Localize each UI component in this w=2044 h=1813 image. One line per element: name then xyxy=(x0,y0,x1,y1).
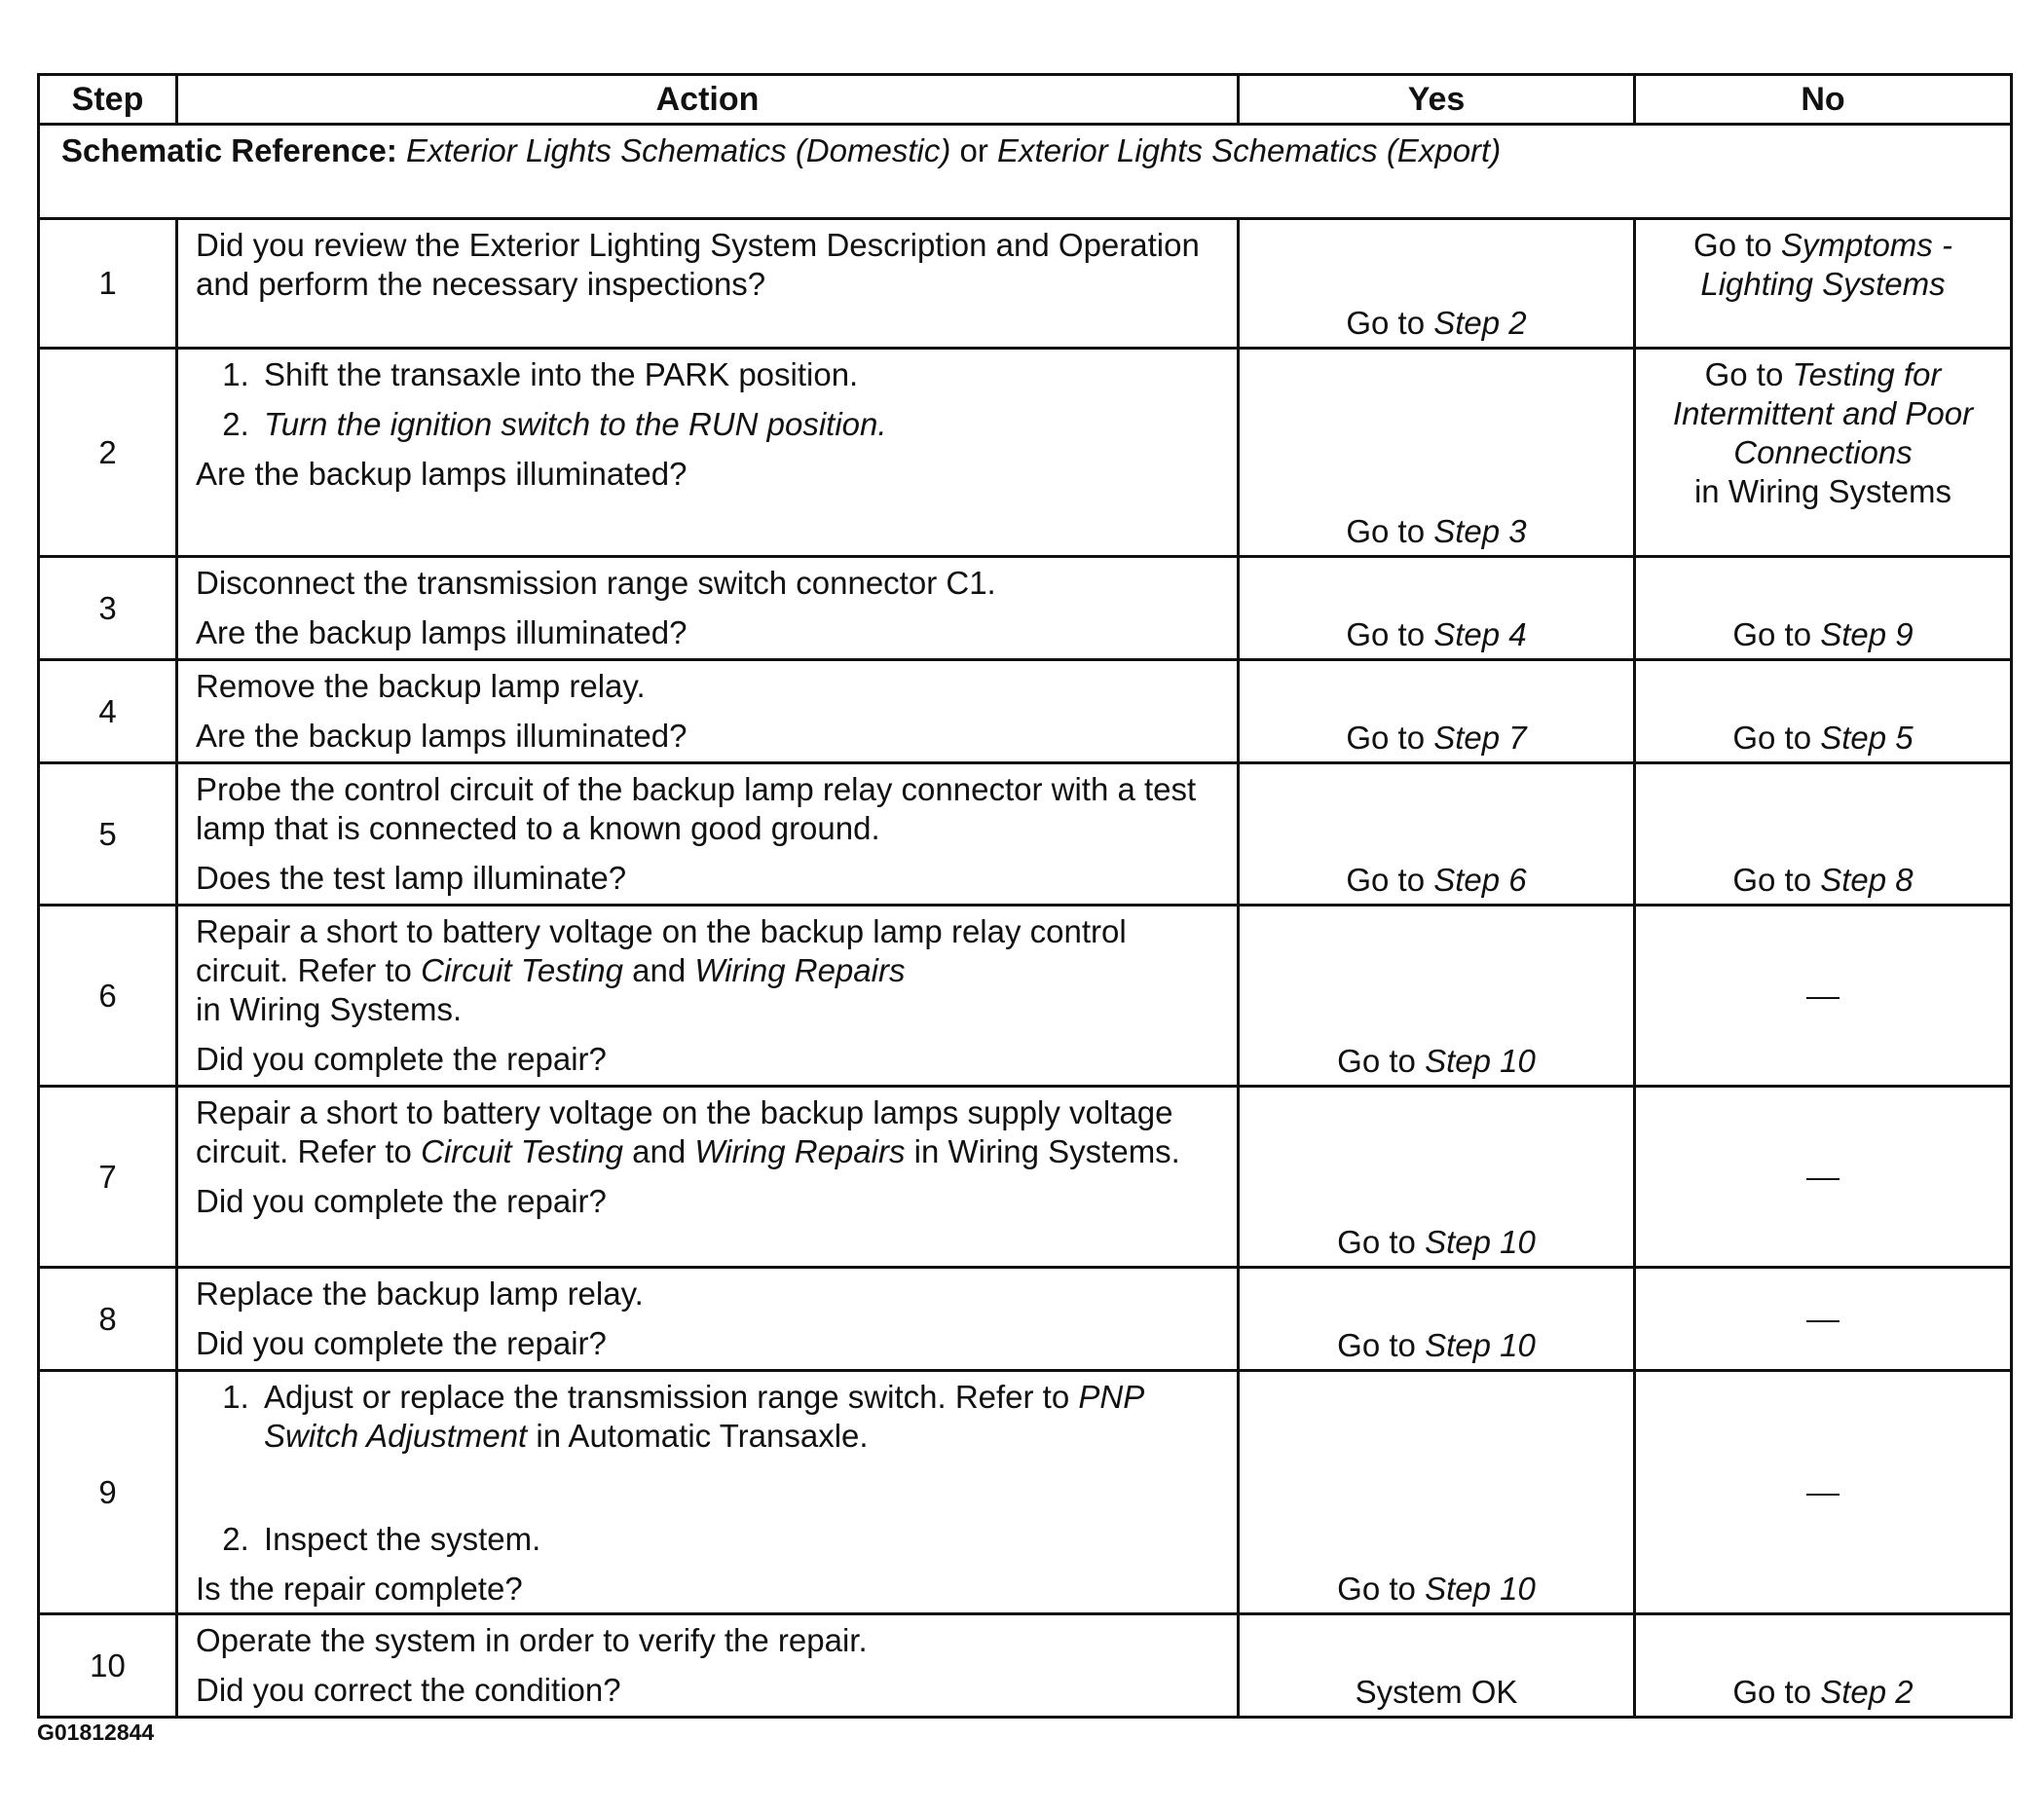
reference-or: or xyxy=(950,132,998,168)
no-cell xyxy=(1635,557,2012,660)
yes-step-link[interactable]: Step 6 xyxy=(1433,862,1527,898)
table-row-step-10 xyxy=(39,1614,2012,1718)
action-question: Are the backup lamps illuminated? xyxy=(196,456,688,492)
no-step-link[interactable]: Step 2 xyxy=(1820,1674,1914,1710)
action-text: Remove the backup lamp relay. xyxy=(196,668,646,704)
step-number: 1 xyxy=(39,219,177,349)
system-ok-label: System OK xyxy=(1355,1674,1518,1710)
no-step-link[interactable]: Step 5 xyxy=(1820,720,1914,756)
action-cell xyxy=(177,349,1239,557)
yes-cell xyxy=(1239,906,1635,1087)
no-cell xyxy=(1635,1268,2012,1371)
go-to-label: Go to xyxy=(1732,720,1821,756)
action-question: Did you complete the repair? xyxy=(196,1041,607,1077)
table-row-step-7 xyxy=(39,1087,2012,1268)
yes-step-link[interactable]: Step 10 xyxy=(1425,1043,1536,1079)
action-list-item: 1. Adjust or replace the transmission range switch. Refer to PNP Switch Adjustment in Automatic Transaxle. xyxy=(258,1378,1223,1456)
no-suffix: in Wiring Systems xyxy=(1693,473,1952,509)
go-to-label: Go to xyxy=(1732,1674,1821,1710)
no-step-link[interactable]: Step 9 xyxy=(1820,616,1914,652)
action-question: Are the backup lamps illuminated? xyxy=(196,614,688,650)
yes-cell xyxy=(1239,349,1635,557)
reference-domestic-link[interactable]: Exterior Lights Schematics (Domestic) xyxy=(406,132,951,168)
no-cell xyxy=(1635,349,2012,557)
schematic-reference-row xyxy=(39,125,2012,219)
yes-cell xyxy=(1239,1087,1635,1268)
header-row xyxy=(39,75,2012,125)
go-to-label: Go to xyxy=(1337,1571,1426,1607)
no-cell xyxy=(1635,660,2012,763)
action-list-item: 2. Inspect the system. xyxy=(258,1520,1223,1559)
yes-cell xyxy=(1239,1268,1635,1371)
yes-step-link[interactable]: Step 7 xyxy=(1433,720,1527,756)
action-cell xyxy=(177,1268,1239,1371)
action-list-item: 2. Turn the ignition switch to the RUN position. xyxy=(258,405,1223,444)
header-no: No xyxy=(1635,75,2012,125)
go-to-label: Go to xyxy=(1346,862,1434,898)
action-text: Probe the control circuit of the backup lamp relay connector with a test lamp that is connected to a known good ground. xyxy=(196,771,1197,846)
action-cell xyxy=(177,1614,1239,1718)
action-cell xyxy=(177,557,1239,660)
yes-step-link[interactable]: Step 2 xyxy=(1433,305,1527,341)
action-cell xyxy=(177,660,1239,763)
dash-mark xyxy=(1806,1178,1840,1180)
step-number: 7 xyxy=(39,1087,177,1268)
step-number: 10 xyxy=(39,1614,177,1718)
wiring-repairs-link[interactable]: Wiring Repairs xyxy=(694,952,906,988)
pnp-switch-adjustment-link[interactable]: PNP Switch Adjustment xyxy=(264,1379,1144,1454)
action-cell xyxy=(177,219,1239,349)
no-step-link[interactable]: Symptoms - Lighting Systems xyxy=(1700,227,1952,302)
yes-cell xyxy=(1239,763,1635,906)
go-to-label: Go to xyxy=(1732,616,1821,652)
go-to-label: Go to xyxy=(1337,1327,1426,1363)
yes-step-link[interactable]: Step 4 xyxy=(1433,616,1527,652)
yes-cell xyxy=(1239,1614,1635,1718)
go-to-label: Go to xyxy=(1732,862,1821,898)
wiring-repairs-link[interactable]: Wiring Repairs xyxy=(694,1133,906,1169)
action-cell xyxy=(177,1371,1239,1614)
yes-cell xyxy=(1239,219,1635,349)
step-number: 2 xyxy=(39,349,177,557)
list-spacer xyxy=(258,1466,1223,1509)
schematic-reference xyxy=(39,125,2012,219)
reference-label: Schematic Reference: xyxy=(61,132,397,168)
go-to-label: Go to xyxy=(1693,227,1781,263)
go-to-label: Go to xyxy=(1704,356,1793,392)
action-text: Repair a short to battery voltage on the backup lamp relay control circuit. Refer to Circuit Testing and Wiring Repairs in Wiring Systems. xyxy=(196,913,1127,1027)
go-to-label: Go to xyxy=(1337,1043,1426,1079)
go-to-label: Go to xyxy=(1346,305,1434,341)
no-cell xyxy=(1635,1087,2012,1268)
action-text: Replace the backup lamp relay. xyxy=(196,1276,644,1312)
table-row-step-1 xyxy=(39,219,2012,349)
no-step-link[interactable]: Testing for Intermittent and Poor Connections xyxy=(1672,356,1974,470)
step-number: 9 xyxy=(39,1371,177,1614)
go-to-label: Go to xyxy=(1346,720,1434,756)
action-list-item: 1. Shift the transaxle into the PARK position. xyxy=(258,355,1223,394)
reference-export-link[interactable]: Exterior Lights Schematics (Export) xyxy=(997,132,1502,168)
yes-step-link[interactable]: Step 10 xyxy=(1425,1327,1536,1363)
yes-step-link[interactable]: Step 10 xyxy=(1425,1571,1536,1607)
header-step: Step xyxy=(39,75,177,125)
action-text: Disconnect the transmission range switch connector C1. xyxy=(196,565,996,601)
step-number: 4 xyxy=(39,660,177,763)
step-number: 6 xyxy=(39,906,177,1087)
header-yes: Yes xyxy=(1239,75,1635,125)
table-row-step-4 xyxy=(39,660,2012,763)
go-to-label: Go to xyxy=(1346,616,1434,652)
table-row-step-8 xyxy=(39,1268,2012,1371)
no-step-link[interactable]: Step 8 xyxy=(1820,862,1914,898)
action-question: Are the backup lamps illuminated? xyxy=(196,718,688,754)
action-list xyxy=(196,355,1223,444)
go-to-label: Go to xyxy=(1337,1224,1426,1260)
step-number: 8 xyxy=(39,1268,177,1371)
yes-cell xyxy=(1239,660,1635,763)
action-cell xyxy=(177,906,1239,1087)
table-row-step-2 xyxy=(39,349,2012,557)
table-row-step-3 xyxy=(39,557,2012,660)
table-row-step-5 xyxy=(39,763,2012,906)
no-cell xyxy=(1635,763,2012,906)
step-number: 3 xyxy=(39,557,177,660)
table-row-step-6 xyxy=(39,906,2012,1087)
dash-mark xyxy=(1806,1494,1840,1496)
action-text: Repair a short to battery voltage on the backup lamps supply voltage circuit. Refer to Circuit Testing and Wiring Repairs in Wiring Systems. xyxy=(196,1094,1180,1169)
dash-mark xyxy=(1806,1320,1840,1322)
diagnostic-table xyxy=(37,73,2013,1719)
action-question: Did you complete the repair? xyxy=(196,1183,607,1219)
circuit-testing-link[interactable]: Circuit Testing xyxy=(421,952,623,988)
figure-id: G01812844 xyxy=(37,1720,155,1745)
action-cell xyxy=(177,1087,1239,1268)
yes-cell xyxy=(1239,557,1635,660)
action-question: Did you complete the repair? xyxy=(196,1325,607,1361)
no-cell xyxy=(1635,906,2012,1087)
action-list xyxy=(196,1378,1223,1559)
action-question: Is the repair complete? xyxy=(196,1571,523,1607)
action-text: Operate the system in order to verify the repair. xyxy=(196,1622,868,1658)
header-action: Action xyxy=(177,75,1239,125)
dash-mark xyxy=(1806,997,1840,999)
circuit-testing-link[interactable]: Circuit Testing xyxy=(421,1133,623,1169)
table-row-step-9 xyxy=(39,1371,2012,1614)
action-cell xyxy=(177,763,1239,906)
action-question: Does the test lamp illuminate? xyxy=(196,860,627,896)
no-cell xyxy=(1635,1371,2012,1614)
yes-step-link[interactable]: Step 10 xyxy=(1425,1224,1536,1260)
step-number: 5 xyxy=(39,763,177,906)
no-cell xyxy=(1635,219,2012,349)
yes-step-link[interactable]: Step 3 xyxy=(1433,513,1527,549)
action-text: Did you review the Exterior Lighting System Description and Operation and perform the necessary inspections? xyxy=(196,227,1200,302)
go-to-label: Go to xyxy=(1346,513,1434,549)
no-cell xyxy=(1635,1614,2012,1718)
yes-cell xyxy=(1239,1371,1635,1614)
action-question: Did you correct the condition? xyxy=(196,1672,621,1708)
